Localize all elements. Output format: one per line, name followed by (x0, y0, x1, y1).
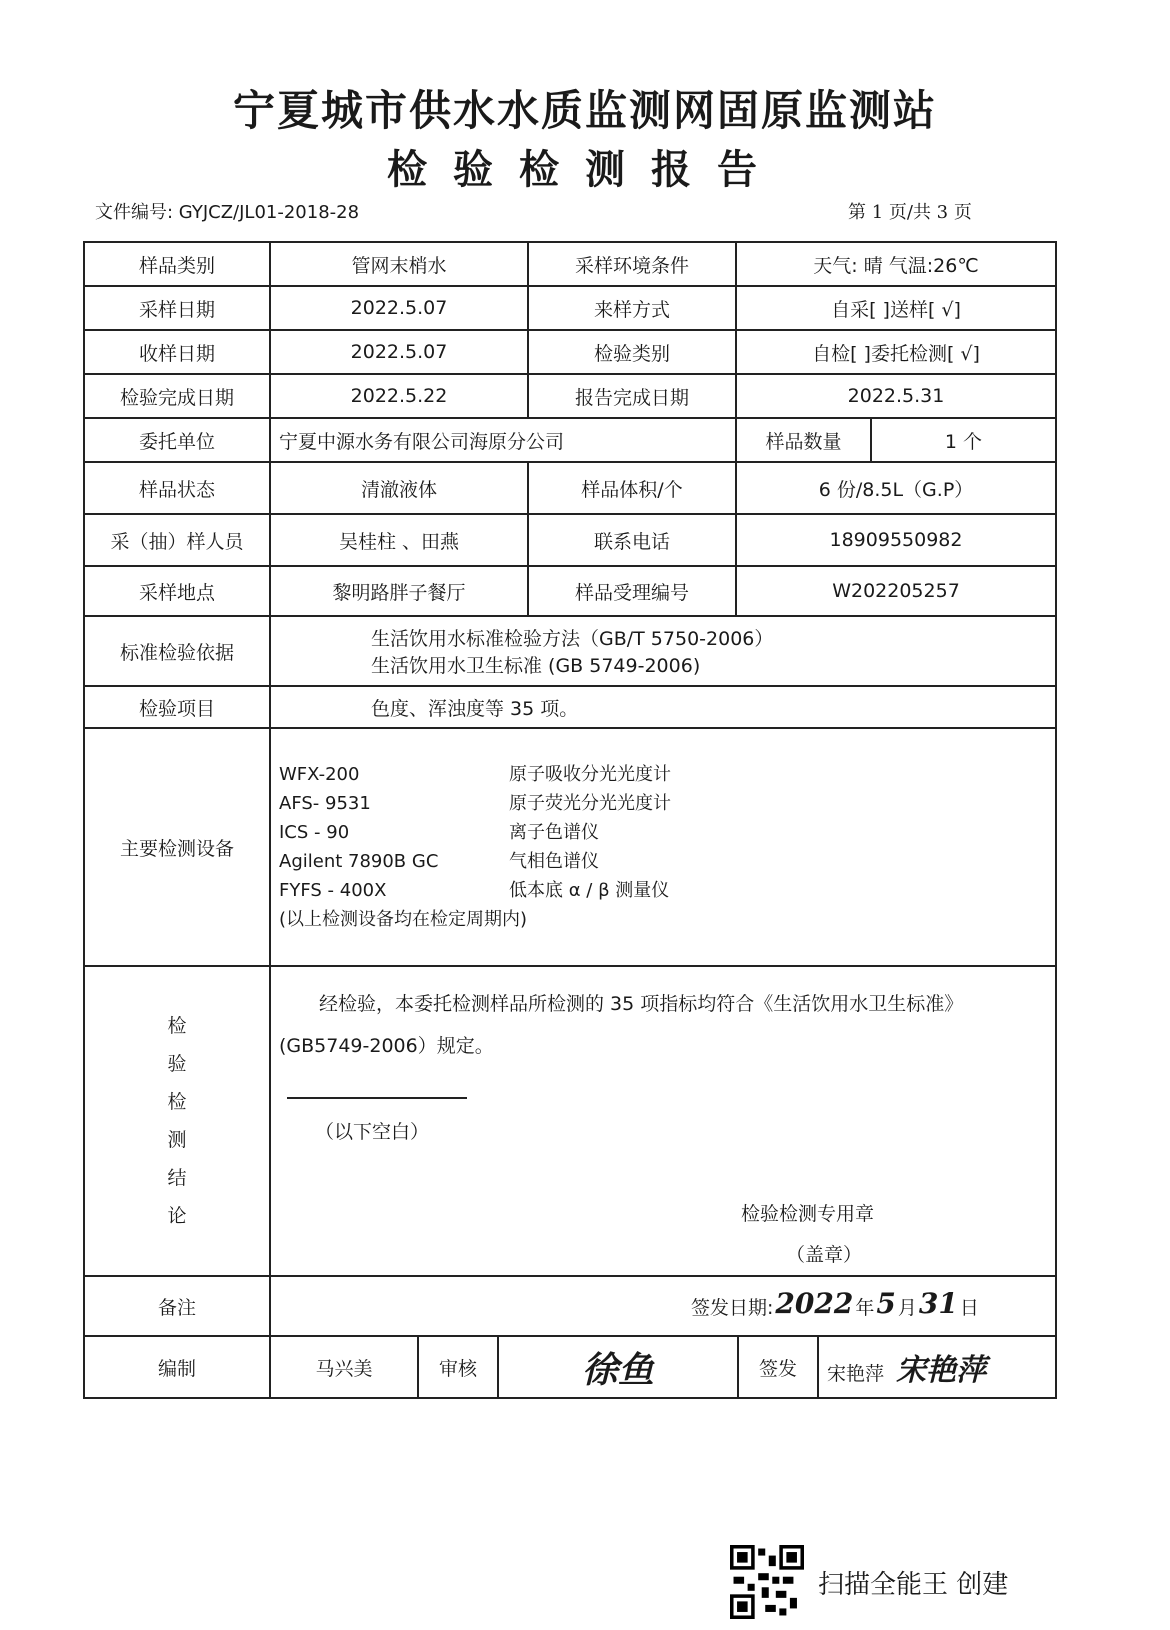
stamp-label: 检验检测专用章 (741, 1203, 875, 1225)
volume-value: 6 份/8.5L（G.P） (736, 462, 1056, 514)
issue-date-label: 签发日期: (691, 1297, 774, 1319)
phone-label: 联系电话 (528, 514, 736, 566)
equipment-item (279, 876, 1047, 905)
sampling-env-label: 采样环境条件 (528, 242, 736, 286)
conclusion-label-char: 验 (167, 1053, 187, 1075)
equipment-item (279, 847, 1047, 876)
reviewer-signature: 徐鱼 (581, 1348, 654, 1391)
scanner-watermark (730, 1545, 1008, 1619)
equipment-list (270, 728, 1056, 966)
standard-method-line: 生活饮用水标准检验方法（GB/T 5750-2006） (371, 628, 774, 650)
compile-label: 编制 (84, 1336, 270, 1398)
test-type-label: 检验类别 (528, 330, 736, 374)
issue-day-unit: 日 (959, 1297, 979, 1319)
issuer-signature: 宋艳萍 (896, 1353, 987, 1388)
divider (287, 1097, 467, 1099)
review-label: 审核 (418, 1337, 498, 1397)
document-number: 文件编号: GYJCZ/JL01-2018-28 (95, 202, 360, 223)
conclusion-label-char: 测 (167, 1129, 187, 1151)
client-label: 委托单位 (84, 418, 270, 462)
complete-date-value: 2022.5.22 (270, 374, 528, 418)
sample-category-value: 管网末梢水 (270, 242, 528, 286)
equipment-name: 气相色谱仪 (509, 851, 599, 872)
conclusion-label-char: 检 (167, 1015, 187, 1037)
equipment-model: FYFS - 400X (279, 880, 387, 901)
test-type-value: 自检[ ]委托检测[ √] (736, 330, 1056, 374)
volume-label: 样品体积/个 (528, 462, 736, 514)
location-value: 黎明路胖子餐厅 (270, 566, 528, 616)
equipment-model: Agilent 7890B GC (279, 851, 439, 872)
issue-month: 5 (876, 1287, 896, 1320)
equipment-model: ICS - 90 (279, 822, 350, 843)
sampling-date-value: 2022.5.07 (270, 286, 528, 330)
conclusion-label-char: 结 (167, 1167, 187, 1189)
state-label: 样品状态 (84, 462, 270, 514)
sample-method-value: 自采[ ]送样[ √] (736, 286, 1056, 330)
issue-year-unit: 年 (855, 1297, 875, 1319)
equipment-model: WFX-200 (279, 764, 360, 785)
location-label: 采样地点 (84, 566, 270, 616)
items-value: 色度、浑浊度等 35 项。 (270, 686, 1056, 728)
acceptance-no-value: W202205257 (736, 566, 1056, 616)
equipment-name: 低本底 α / β 测量仪 (509, 880, 670, 901)
equipment-name: 离子色谱仪 (509, 822, 599, 843)
conclusion-body (270, 966, 1056, 1320)
conclusion-label-char: 论 (167, 1205, 187, 1227)
sample-category-label: 样品类别 (84, 242, 270, 286)
signoff-cell (270, 1336, 1056, 1398)
report-table (83, 241, 1057, 1399)
standard-hygiene-line: 生活饮用水卫生标准 (GB 5749-2006) (371, 655, 701, 677)
conclusion-label-char: 检 (167, 1091, 187, 1113)
standard-label: 标准检验依据 (84, 616, 270, 686)
remarks-label: 备注 (84, 1276, 270, 1336)
equipment-name: 原子吸收分光光度计 (509, 764, 671, 785)
standard-value (270, 616, 1056, 686)
equipment-model: AFS- 9531 (279, 793, 371, 814)
samplers-value: 吴桂柱 、田燕 (270, 514, 528, 566)
sampling-env-value: 天气: 晴 气温:26℃ (736, 242, 1056, 286)
equipment-item (279, 789, 1047, 818)
samplers-label: 采（抽）样人员 (84, 514, 270, 566)
signoff-table (271, 1337, 1055, 1397)
issue-day: 31 (918, 1287, 958, 1320)
stamp-note: （盖章） (786, 1244, 863, 1266)
phone-value: 18909550982 (736, 514, 1056, 566)
issue-signoff-label: 签发 (738, 1337, 818, 1397)
sampling-date-label: 采样日期 (84, 286, 270, 330)
issue-month-unit: 月 (897, 1297, 917, 1319)
receive-date-label: 收样日期 (84, 330, 270, 374)
issuer-name: 宋艳萍 (827, 1363, 885, 1385)
conclusion-text: 经检验，本委托检测样品所检测的 35 项指标均符合《生活饮用水卫生标准》(GB5749-2006）规定。 (279, 993, 964, 1057)
client-value: 宁夏中源水务有限公司海原分公司 (270, 418, 736, 462)
compiler-name: 马兴美 (271, 1337, 418, 1397)
acceptance-no-label: 样品受理编号 (528, 566, 736, 616)
conclusion-label (84, 966, 270, 1276)
report-date-label: 报告完成日期 (528, 374, 736, 418)
equipment-label: 主要检测设备 (84, 728, 270, 966)
complete-date-label: 检验完成日期 (84, 374, 270, 418)
page-info: 第 1 页/共 3 页 (848, 202, 972, 223)
report-org-title: 宁夏城市供水水质监测网固原监测站 (232, 86, 937, 135)
report-title: 检验检测报告 (387, 146, 783, 193)
issue-date (691, 1287, 979, 1320)
equipment-item (279, 818, 1047, 847)
scanner-brand: 扫描全能王 创建 (818, 1569, 1009, 1600)
items-label: 检验项目 (84, 686, 270, 728)
equipment-name: 原子荧光分光光度计 (509, 793, 671, 814)
qr-code-icon (730, 1545, 804, 1619)
sample-method-label: 来样方式 (528, 286, 736, 330)
receive-date-value: 2022.5.07 (270, 330, 528, 374)
quantity-label: 样品数量 (736, 418, 871, 462)
equipment-note: (以上检测设备均在检定周期内) (279, 909, 528, 930)
state-value: 清澈液体 (270, 462, 528, 514)
blank-below-note: （以下空白） (315, 1121, 430, 1143)
issue-year: 2022 (775, 1287, 854, 1320)
quantity-value: 1 个 (871, 418, 1056, 462)
equipment-item (279, 760, 1047, 789)
report-date-value: 2022.5.31 (736, 374, 1056, 418)
